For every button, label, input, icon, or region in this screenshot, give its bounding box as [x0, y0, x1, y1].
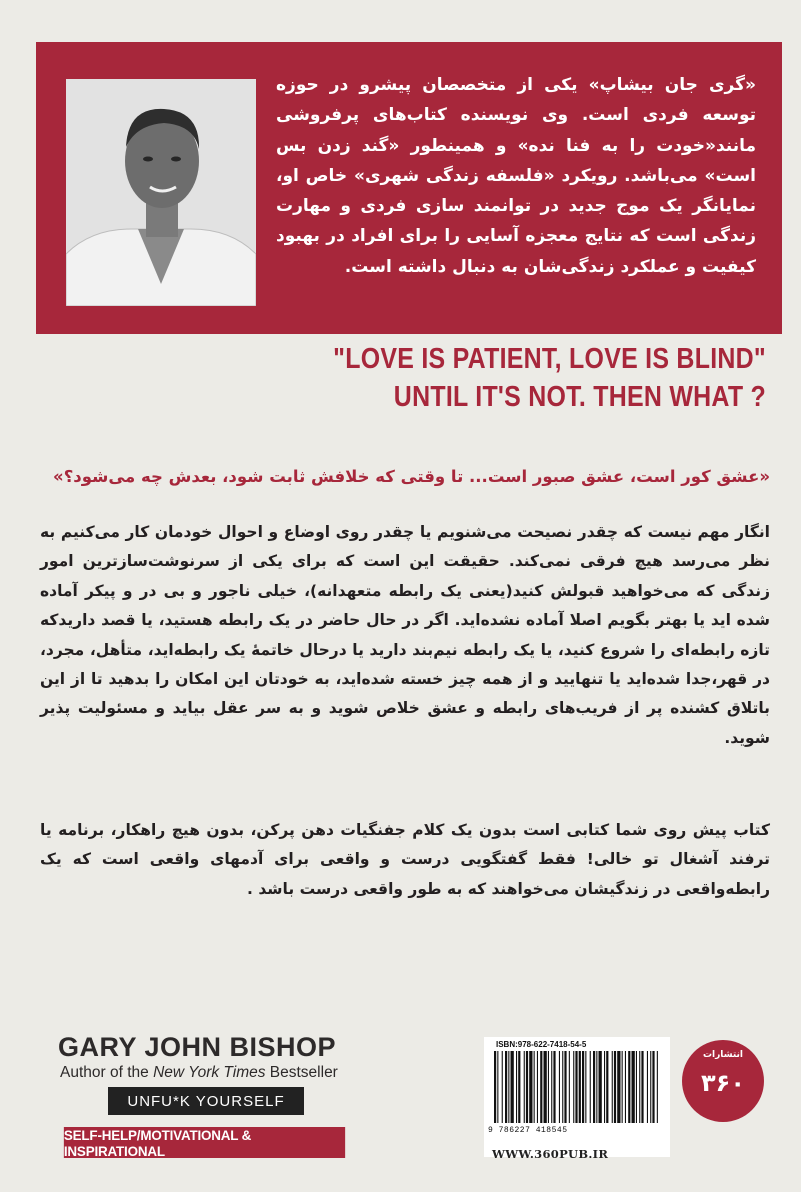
author-bio-panel [36, 42, 782, 334]
headline-line-1: "LOVE IS PATIENT, LOVE IS BLIND" [333, 343, 766, 375]
author-bio-text: «گری جان بیشاپ» یکی از متخصصان پیشرو در حوزه توسعه فردی است. وی نویسنده کتاب‌های پرفروشی مانند«خودت را به فنا نده» و همینطور «گند زدن بس است» می‌باشد. رویکرد «فلسفه زندگی شهری» خاص او، نمایانگر یک موج جدید در توانمند سازی فردی و مهارت زندگی است که نتایج معجزه آسایی را برای افراد در بهبود کیفیت و عملکرد زندگی‌شان به دنبال داشته است. [276, 75, 756, 277]
barcode-bar [604, 1051, 605, 1123]
barcode-bar [650, 1051, 651, 1123]
barcode-bar [647, 1051, 648, 1123]
barcode-bar [614, 1051, 616, 1123]
portrait-image [66, 79, 256, 306]
barcode-bar [508, 1051, 509, 1123]
barcode-bar [559, 1051, 560, 1123]
publisher-website: WWW.360PUB.IR [492, 1147, 609, 1161]
barcode-bar [582, 1051, 584, 1123]
barcode-bar [516, 1051, 517, 1123]
publisher-logo-caption: انتشارات [703, 1050, 743, 1060]
barcode-bar [599, 1051, 602, 1123]
publisher-logo [682, 1040, 764, 1122]
author-credit-suffix: Bestseller [265, 1064, 338, 1081]
barcode-bar [505, 1051, 507, 1123]
barcode-bar [585, 1051, 586, 1123]
barcode-bar [524, 1051, 525, 1123]
barcode-bar [562, 1051, 563, 1123]
author-name: GARY JOHN BISHOP [58, 1032, 337, 1062]
pull-quote: «عشق کور است، عشق صبور است... تا وقتی که خلافش ثابت شود، بعدش چه می‌شود؟» [53, 467, 770, 486]
barcode-digits: 9 786227 418545 [488, 1126, 568, 1135]
barcode-bar [590, 1051, 591, 1123]
barcode-bar [494, 1051, 496, 1123]
author-credit-prefix: Author of the [60, 1064, 154, 1081]
description-paragraph-2: کتاب پیش روی شما کتابی است بدون یک کلام جفنگیات دهن پرکن، بدون هیچ راهکار، برنامه یا ترفند آشغال تو خالی! فقط گفتگویی درست و واقعی برای آدمهای واقعی است که یک رابطه‌واقعی در زندگیشان می‌خواهند که به طور واقعی درست باشد . [40, 821, 770, 898]
barcode-bar [606, 1051, 608, 1123]
barcode-bar [652, 1051, 654, 1123]
barcode-bar [537, 1051, 538, 1123]
barcode-bar [573, 1051, 574, 1123]
barcode-bar [636, 1051, 637, 1123]
barcode-bar [551, 1051, 552, 1123]
barcode-bar [540, 1051, 542, 1123]
barcode-bar [612, 1051, 613, 1123]
barcode-bar [544, 1051, 547, 1123]
barcode-bar [641, 1051, 643, 1123]
barcode-bar [526, 1051, 528, 1123]
barcode-panel [484, 1037, 670, 1157]
barcode-bar [553, 1051, 555, 1123]
barcode-bar [529, 1051, 532, 1123]
description-paragraph-1: انگار مهم نیست که چقدر نصیحت می‌شنویم یا چقدر روی اوضاع و احوال خودمان کار می‌کنیم به نظر می‌رسد هیچ فرقی نمی‌کند. حقیقت این است که برای یکی از سرنوشت‌سازترین امور زندگی که می‌خواهید قبولش کنید(یعنی یک رابطه متعهدانه)، خیلی ناجور و بی در و پیکر آماده شده اید یا بهتر بگویم اصلا آماده نشده‌اید. اگر در حال حاضر در یک رابطه هستید، یا قصد داریدکه تازه رابطه‌ای را شروع کنید، یا یک رابطه نیم‌بند دارید یا درحال خاتمهٔ یک رابطه‌اید، متأهل، مجرد، در قهر،جدا شده‌اید یا تنهایید و از همه چیز خسته شده‌اید، به خودتان این امکان را بدهید تا از این باتلاق کشنده پر از فریب‌های رابطه و عشق خلاص شوید و به سر عقل بیاید و مسئولیت پذیر شوید. [40, 523, 770, 747]
barcode-bar [518, 1051, 520, 1123]
barcode-bar [579, 1051, 581, 1123]
barcode-bar [569, 1051, 570, 1123]
barcode-bar [639, 1051, 640, 1123]
isbn-label: ISBN:978-622-7418-54-5 [496, 1040, 587, 1049]
barcode-bar [511, 1051, 514, 1123]
barcode-bar [625, 1051, 626, 1123]
publisher-logo-digits: ۳۶۰ [701, 1069, 745, 1097]
category-badge: SELF-HELP/MOTIVATIONAL & INSPIRATIONAL [64, 1127, 345, 1158]
barcode-bar [548, 1051, 549, 1123]
barcode-bar [622, 1051, 623, 1123]
barcode-bar [497, 1051, 498, 1123]
barcode-bar [593, 1051, 595, 1123]
barcode-bar [564, 1051, 566, 1123]
author-credit [60, 1064, 338, 1082]
headline-line-2: UNTIL IT'S NOT. THEN WHAT ? [393, 381, 766, 413]
barcode-bar [534, 1051, 535, 1123]
barcode-bar [628, 1051, 630, 1123]
barcode-bar [596, 1051, 597, 1123]
barcode-bar [502, 1051, 503, 1123]
author-portrait [66, 79, 256, 306]
barcode-bar [575, 1051, 577, 1123]
barcode-bar [632, 1051, 635, 1123]
previous-book-badge: UNFU*K YOURSELF [108, 1087, 304, 1115]
barcode-bar [617, 1051, 620, 1123]
author-credit-publication: New York Times [153, 1064, 266, 1081]
barcode-bar [657, 1051, 658, 1123]
barcode-icon [492, 1051, 662, 1125]
